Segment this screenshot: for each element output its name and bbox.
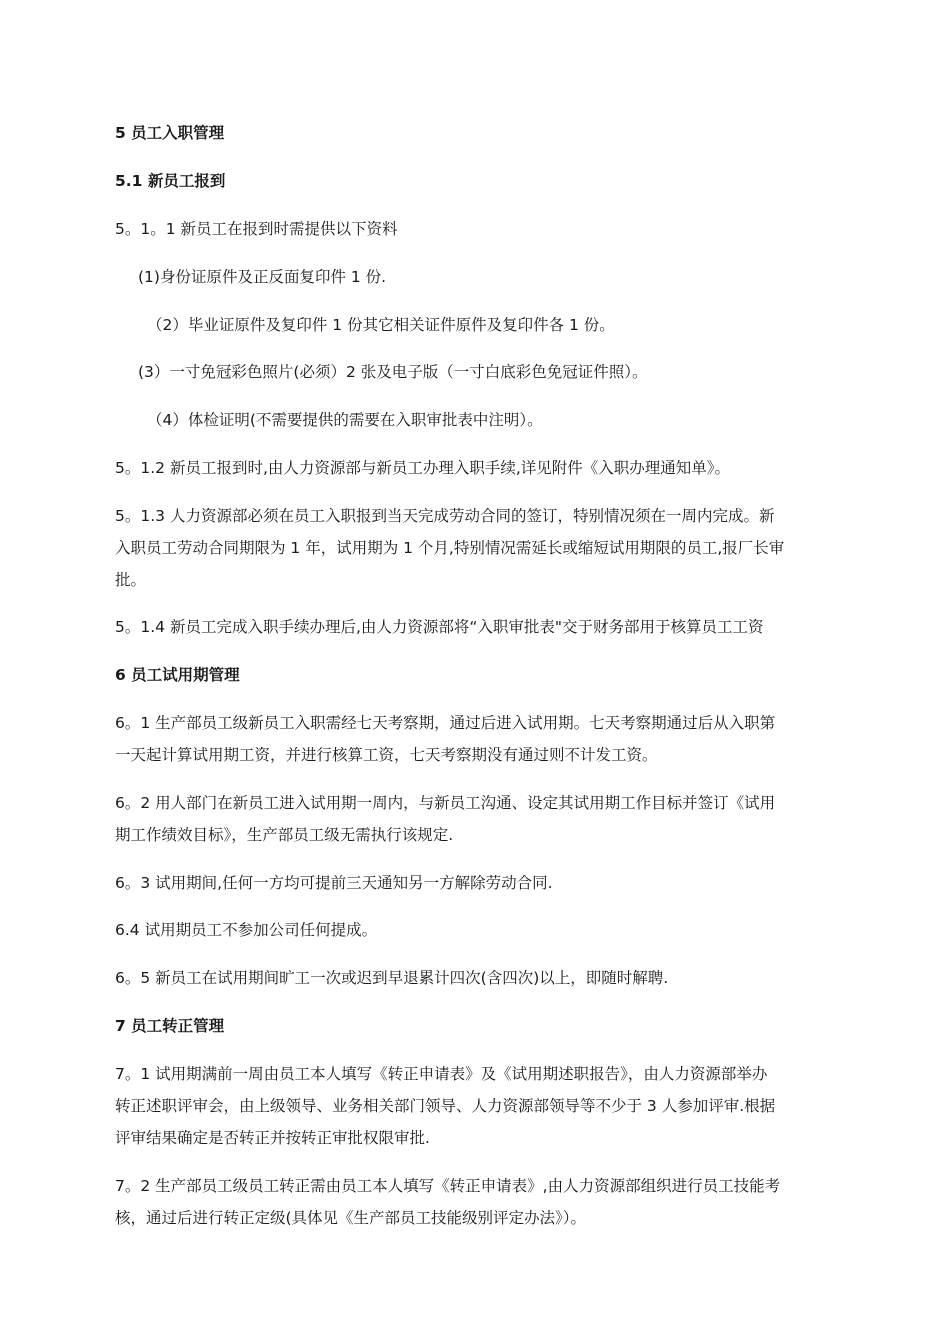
material-item-3: (3）一寸免冠彩色照片(必须）2 张及电子版（一寸白底彩色免冠证件照）。 xyxy=(138,363,648,381)
paragraph-6-5: 6。5 新员工在试用期间旷工一次或迟到早退累计四次(含四次)以上，即随时解聘. xyxy=(115,969,669,987)
paragraph-6-1-line-1: 6。1 生产部员工级新员工入职需经七天考察期，通过后进入试用期。七天考察期通过后从入职第 xyxy=(115,714,776,732)
material-item-1: (1)身份证原件及正反面复印件 1 份. xyxy=(138,268,387,286)
paragraph-5-1-3-line-2: 入职员工劳动合同期限为 1 年，试用期为 1 个月,特别情况需延长或缩短试用期限的员工,报厂长审 xyxy=(115,539,785,557)
paragraph-6-1-line-2: 一天起计算试用期工资，并进行核算工资，七天考察期没有通过则不计发工资。 xyxy=(115,746,658,764)
paragraph-5-1-3-line-1: 5。1.3 人力资源部必须在员工入职报到当天完成劳动合同的签订，特别情况须在一周内完成。新 xyxy=(115,507,775,525)
paragraph-7-2-line-2: 核，通过后进行转正定级(具体见《生产部员工技能级别评定办法》）。 xyxy=(115,1209,587,1227)
section-5-1-heading: 5.1 新员工报到 xyxy=(115,172,226,190)
section-6-heading: 6 员工试用期管理 xyxy=(115,666,240,684)
paragraph-7-1-line-3: 评审结果确定是否转正并按转正审批权限审批. xyxy=(115,1129,430,1147)
paragraph-6-4: 6.4 试用期员工不参加公司任何提成。 xyxy=(115,921,378,939)
section-7-heading: 7 员工转正管理 xyxy=(115,1017,225,1035)
paragraph-6-2-line-1: 6。2 用人部门在新员工进入试用期一周内，与新员工沟通、设定其试用期工作目标并签订《试用 xyxy=(115,794,776,812)
paragraph-5-1-2: 5。1.2 新员工报到时,由人力资源部与新员工办理入职手续,详见附件《入职办理通知单》。 xyxy=(115,459,731,477)
paragraph-6-2-line-2: 期工作绩效目标》，生产部员工级无需执行该规定. xyxy=(115,826,454,844)
paragraph-6-3: 6。3 试用期间,任何一方均可提前三天通知另一方解除劳动合同. xyxy=(115,874,553,892)
paragraph-7-1-line-2: 转正述职评审会，由上级领导、业务相关部门领导、人力资源部领导等不少于 3 人参加评审.根据 xyxy=(115,1097,776,1115)
paragraph-7-2-line-1: 7。2 生产部员工级员工转正需由员工本人填写《转正申请表》,由人力资源部组织进行员工技能考 xyxy=(115,1177,781,1195)
paragraph-5-1-4: 5。1.4 新员工完成入职手续办理后,由人力资源部将“入职审批表"交于财务部用于核算员工工资 xyxy=(115,618,764,636)
material-item-2: （2）毕业证原件及复印件 1 份其它相关证件原件及复印件各 1 份。 xyxy=(147,316,615,334)
material-item-4: （4）体检证明(不需要提供的需要在入职审批表中注明）。 xyxy=(147,411,543,429)
paragraph-5-1-3-line-3: 批。 xyxy=(115,571,147,589)
section-5-heading: 5 员工入职管理 xyxy=(115,124,225,142)
paragraph-5-1-1: 5。1。1 新员工在报到时需提供以下资料 xyxy=(115,220,398,238)
paragraph-7-1-line-1: 7。1 试用期满前一周由员工本人填写《转正申请表》及《试用期述职报告》，由人力资源部举办 xyxy=(115,1065,768,1083)
